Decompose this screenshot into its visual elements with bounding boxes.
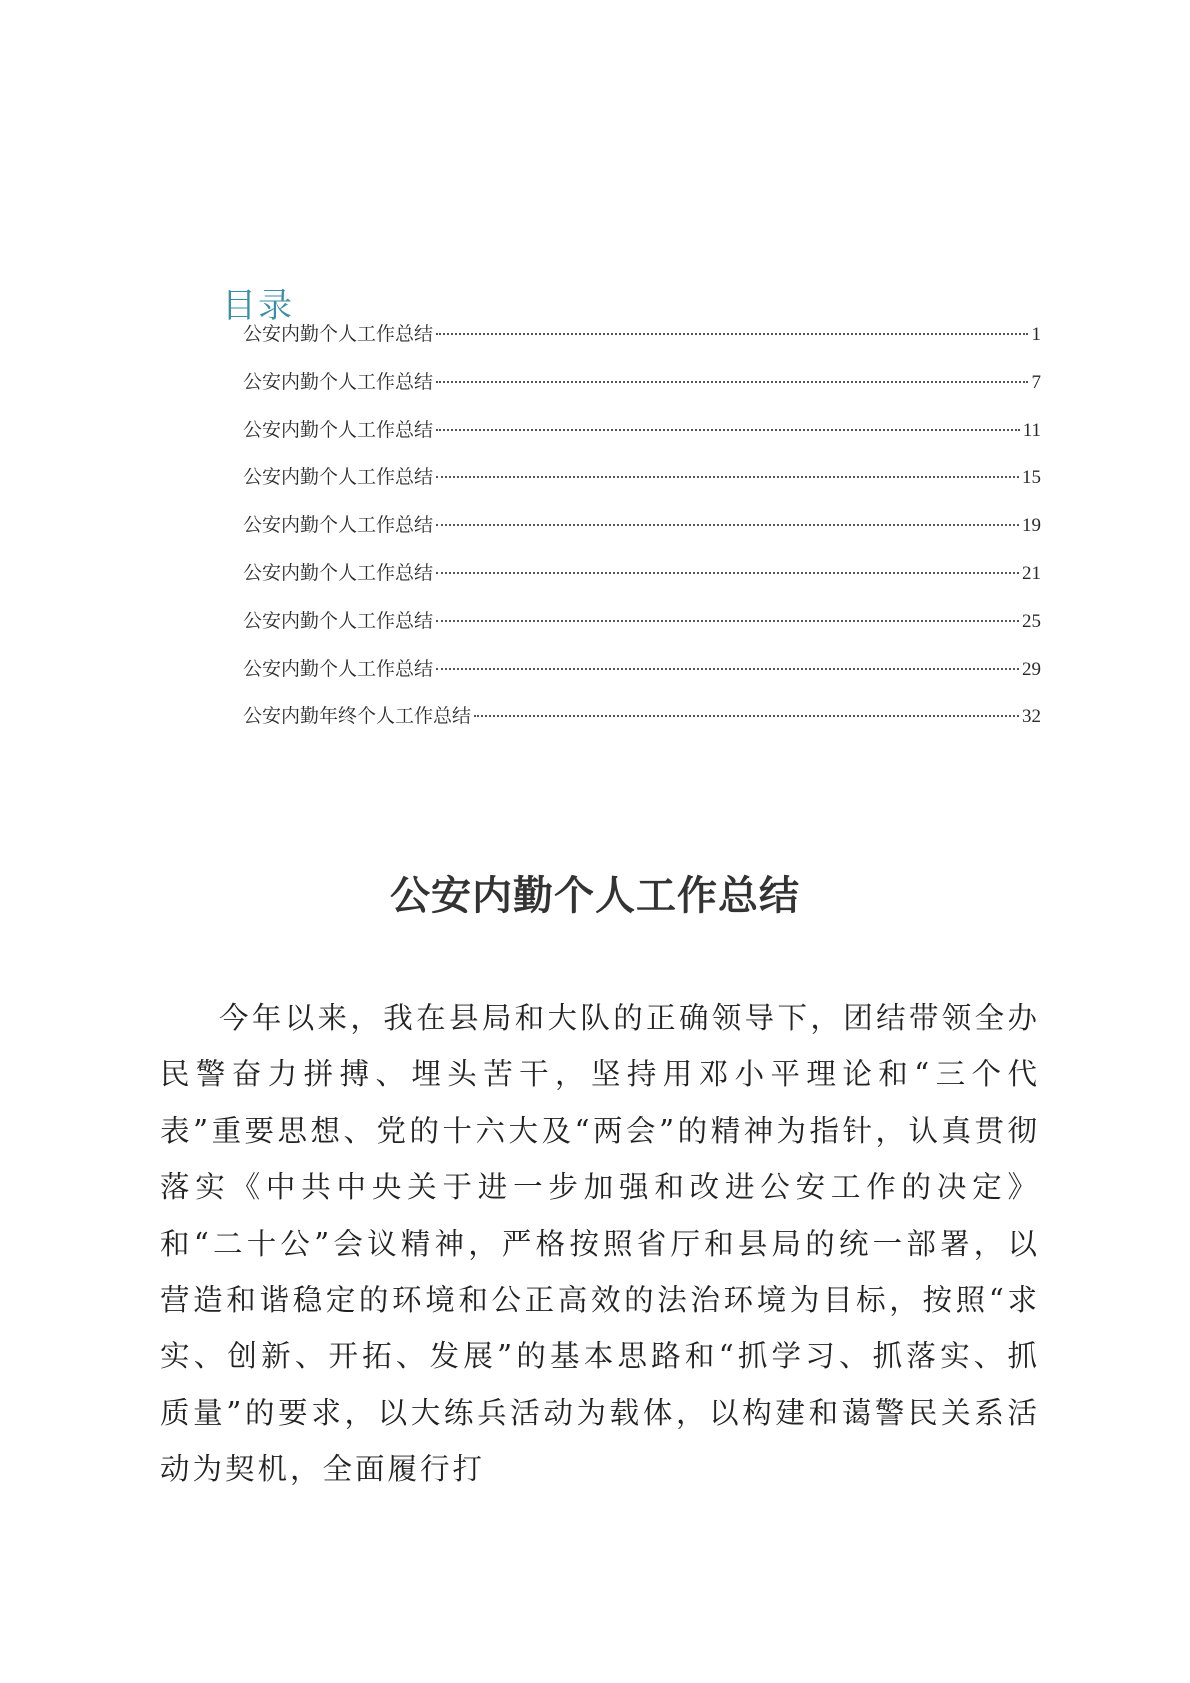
toc-entry-page: 32	[1022, 706, 1041, 728]
toc-entry[interactable]	[243, 322, 1041, 370]
toc-entry-title: 公安内勤个人工作总结	[243, 657, 434, 680]
toc-entry-title: 公安内勤个人工作总结	[243, 514, 434, 537]
toc-entry[interactable]	[243, 418, 1041, 466]
toc-entry-page: 1	[1031, 324, 1041, 345]
toc-entry-title: 公安内勤年终个人工作总结	[243, 705, 472, 728]
toc-entry-page: 25	[1022, 610, 1041, 632]
toc-entry[interactable]	[243, 657, 1041, 705]
toc-entry-page: 29	[1022, 658, 1041, 680]
toc-entry-title: 公安内勤个人工作总结	[243, 418, 434, 441]
document-title: 公安内勤个人工作总结	[390, 873, 800, 919]
toc-dot-leader	[436, 476, 1019, 478]
body-paragraph: 今年以来，我在县局和大队的正确领导下，团结带领全办民警奋力拼搏、埋头苦干，坚持用邓小平理论和“三个代表”重要思想、党的十六大及“两会”的精神为指针，认真贯彻落实《中共中央关于进一步加强和改进公安工作的决定》和“二十公”会议精神，严格按照省厅和县局的统一部署，以营造和谐稳定的环境和公正高效的法治环境为目标，按照“求实、创新、开拓、发展”的基本思路和“抓学习、抓落实、抓质量”的要求，以大练兵活动为载体，以构建和蔼警民关系活动为契机，全面履行打	[160, 1001, 1040, 1487]
toc-entry[interactable]	[243, 465, 1041, 513]
toc-dot-leader	[436, 668, 1019, 670]
toc-dot-leader	[436, 524, 1019, 526]
toc-entry-page: 7	[1031, 371, 1041, 393]
toc-entry[interactable]	[243, 609, 1041, 657]
toc-entry-title: 公安内勤个人工作总结	[243, 323, 434, 345]
toc-entry[interactable]	[243, 513, 1041, 561]
toc-entry-page: 11	[1022, 419, 1041, 441]
toc-dot-leader	[436, 620, 1019, 622]
toc-dot-leader	[436, 429, 1020, 431]
toc-entry-title: 公安内勤个人工作总结	[243, 370, 434, 393]
toc-heading: 目录	[222, 286, 294, 327]
toc-entry-title: 公安内勤个人工作总结	[243, 609, 434, 632]
toc-entry-page: 21	[1022, 562, 1041, 584]
toc-dot-leader	[436, 333, 1028, 335]
toc-entry-page: 19	[1022, 515, 1041, 537]
toc-entry-page: 15	[1022, 467, 1041, 489]
toc-dot-leader	[474, 715, 1019, 717]
table-of-contents	[243, 322, 1041, 752]
toc-entry-title: 公安内勤个人工作总结	[243, 561, 434, 584]
toc-dot-leader	[436, 572, 1019, 574]
toc-entry[interactable]	[243, 370, 1041, 418]
toc-entry[interactable]	[243, 704, 1041, 752]
toc-dot-leader	[436, 381, 1028, 383]
toc-entry[interactable]	[243, 561, 1041, 609]
toc-entry-title: 公安内勤个人工作总结	[243, 466, 434, 489]
